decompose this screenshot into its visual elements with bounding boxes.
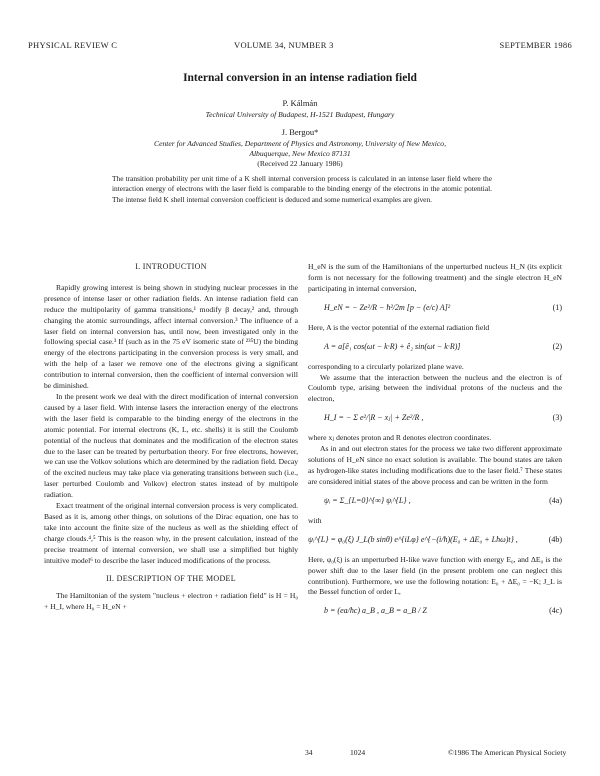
paragraph: We assume that the interaction between the nucleus and the electron is of Coulomb type, arising between the individual protons of the nucleus and the electron, bbox=[308, 372, 562, 404]
left-column bbox=[44, 262, 298, 613]
equation-number: (3) bbox=[552, 413, 562, 423]
equation bbox=[308, 405, 562, 433]
paragraph: Rapidly growing interest is being shown in studying nuclear processes in the presence of intense laser or other radiation fields. An intense radiation field can reduce the multipolarity of gamma transitions,¹ modify β decay,² and, through changing the atomic surroundings, affect internal conversion.³ The influence of a laser field on internal conversion has, until now, been investigated only in the following special case.³ If (such as in the 75 eV isomeric state of ²³⁵U) the binding energy of the electrons participating in the conversion process is very small, and with the help of a laser we remove one of the electrons giving a significant contribution to internal conversion, then the coefficient of internal conversion will be diminished. bbox=[44, 282, 298, 391]
page-number: 1024 bbox=[350, 748, 366, 757]
right-column bbox=[308, 262, 562, 626]
equation-number: (1) bbox=[552, 302, 562, 312]
equation-body: A = a[ê₁ cos(ωt − k·R) + ê₂ sin(ωt − k·R)] bbox=[324, 341, 461, 351]
volume-number: VOLUME 34, NUMBER 3 bbox=[234, 40, 334, 50]
footer-volume: 34 bbox=[305, 748, 313, 757]
paragraph: As in and out electron states for the process we take two different approximate solutions of H_eN since no exact solution is available. The bound states are taken as hydrogen-like states including modifications due to the laser field.⁷ These states are considered initial states of the above process and can be written in the form bbox=[308, 444, 562, 486]
equation-body: ψᵢ^{L} = φ₀(ξ) J_L(b sinθ) e^{iLφ} e^{−(i/ħ)(E₀ + ΔE₀ + Lħω)t} , bbox=[308, 534, 518, 544]
paragraph: H_eN is the sum of the Hamiltonians of the unperturbed nucleus H_N (its explicit form is not necessary for the following treatment) and the single electron H_eN participating in internal conversion, bbox=[308, 262, 562, 293]
author-affiliation: Center for Advanced Studies, Department of Physics and Astronomy, University of New Mexico, bbox=[154, 139, 446, 148]
paper-title: Internal conversion in an intense radiation field bbox=[183, 72, 417, 84]
running-header bbox=[28, 40, 572, 52]
copyright: ©1986 The American Physical Society bbox=[448, 748, 567, 757]
equation-number: (4c) bbox=[549, 606, 562, 616]
paragraph: Here, A is the vector potential of the external radiation field bbox=[308, 322, 490, 332]
equation-body: b = (ea/ħc) a_B , a_B = a_B / Z bbox=[324, 606, 427, 616]
author-name: J. Bergou* bbox=[281, 127, 319, 137]
author-affiliation-city: Albuquerque, New Mexico 87131 bbox=[249, 149, 351, 158]
paragraph: Here, φ₀(ξ) is an unperturbed H-like wave function with energy E₀, and ΔE₀ is the power shift due to the laser field (in the present problem one can neglect this contribution). Furthermore, we use the following notation: E₀ + ΔE₀ = −K; J_L is the Bessel function of order L, bbox=[308, 554, 562, 597]
equation bbox=[308, 598, 562, 626]
equation-body: H_I = − Σ e²/|R − xⱼ| + Ze²/R , bbox=[324, 413, 424, 423]
author-affiliation: Technical University of Budapest, H-1521 Budapest, Hungary bbox=[205, 110, 395, 119]
paragraph: where xⱼ denotes proton and R denotes electron coordinates. bbox=[308, 433, 492, 443]
author-name: P. Kálmán bbox=[282, 98, 318, 108]
paragraph: corresponding to a circularly polarized plane wave. bbox=[308, 361, 464, 371]
equation bbox=[308, 488, 562, 516]
equation-body: H_eN = − Ze²/R − ħ²/2m [p − (e/c) A]² bbox=[324, 302, 451, 312]
equation bbox=[308, 527, 562, 555]
equation-body: ψᵢ = Σ_{L=0}^{∞} ψᵢ^{L} , bbox=[324, 495, 411, 505]
paragraph: In the present work we deal with the direct modification of internal conversion caused by a laser field. With intense lasers the interaction energy of the electrons with the laser field is comparable to the binding energy of the electrons in the atomic potential. For internal electrons (K, L, etc. shells) it is still the Coulomb potential of the nucleus that dominates and the modification of the electron states due to the laser can be treated by perturbation theory. For free electrons, however, we can use the Volkov solutions which are determined by the radiation field. Decay of the excited nucleus may take place via generating transitions between such (i.e., laser perturbed Coulomb and Volkov) electron states instead of by multipole radiation. bbox=[44, 391, 298, 500]
equation-number: (4a) bbox=[549, 495, 562, 505]
equation bbox=[308, 295, 562, 323]
paragraph: Exact treatment of the original internal conversion process is very complicated. Based as it is, among other things, on solutions of the Dirac equation, one has to take into account the finite size of the nucleus as well as the shielding effect of charge clouds.⁴,⁵ This is the reason why, in the present calculation, instead of the precise treatment of internal conversion, we shall use a simplified but highly intuitive model⁶ to describe the laser induced modifications of the process. bbox=[44, 501, 298, 565]
equation-number: (4b) bbox=[548, 534, 562, 544]
equation-number: (2) bbox=[552, 341, 562, 351]
section-heading: I. INTRODUCTION bbox=[135, 262, 207, 271]
issue-date: SEPTEMBER 1986 bbox=[499, 40, 572, 50]
equation bbox=[308, 334, 562, 362]
page-footer bbox=[0, 748, 600, 758]
paragraph: with bbox=[308, 515, 322, 525]
abstract: The transition probability per unit time of a K shell internal conversion process is calculated in an intense laser field where the interaction energy of electrons with the laser field is comparable to the binding energy of the electrons in the atomic potential. The intense field K shell internal conversion coefficient is deduced and some numerical examples are given. bbox=[112, 174, 492, 204]
section-heading: II. DESCRIPTION OF THE MODEL bbox=[106, 574, 236, 584]
received-date: (Received 22 January 1986) bbox=[257, 159, 343, 168]
paragraph: The Hamiltonian of the system "nucleus + electron + radiation field" is H = H₀ + H_I, where H₀ = H_eN + bbox=[44, 591, 298, 612]
journal-name: PHYSICAL REVIEW C bbox=[28, 40, 118, 50]
